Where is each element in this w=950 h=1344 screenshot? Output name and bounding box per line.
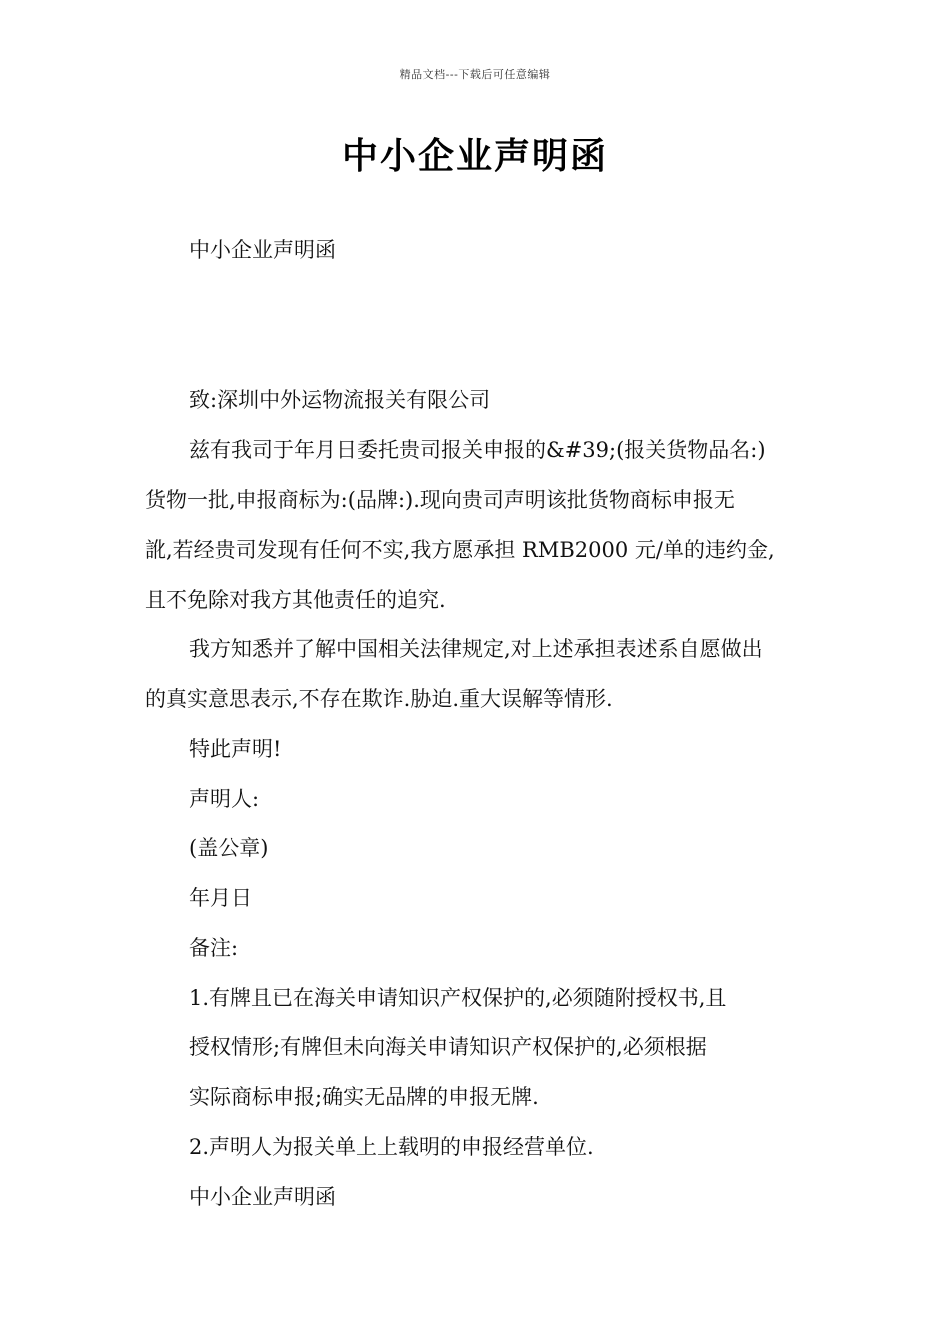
body-line: 货物一批,申报商标为:(品牌:).现向贵司声明该批货物商标申报无 <box>145 488 735 512</box>
header-note: 精品文档---下载后可任意编辑 <box>399 68 551 81</box>
body-line: 的真实意思表示,不存在欺诈.胁迫.重大误解等情形. <box>145 687 613 711</box>
body-line: 且不免除对我方其他责任的追究. <box>145 588 446 612</box>
declaration-line: 特此声明! <box>189 737 282 761</box>
remark-line: 1.有牌且已在海关申请知识产权保护的,必须随附授权书,且 <box>189 986 727 1010</box>
declarant-label: 声明人: <box>189 787 260 811</box>
remark-line: 2.声明人为报关单上上载明的申报经营单位. <box>189 1135 594 1159</box>
remark-line: 实际商标申报;确实无品牌的申报无牌. <box>189 1085 539 1109</box>
subtitle-line: 中小企业声明函 <box>189 238 336 262</box>
document-title: 中小企业声明函 <box>341 135 608 177</box>
body-line: 訛,若经贵司发现有任何不实,我方愿承担 RMB2000 元/单的违约金, <box>145 538 775 562</box>
body-line: 我方知悉并了解中国相关法律规定,对上述承担表述系自愿做出 <box>189 637 763 661</box>
body-line: 兹有我司于年月日委托贵司报关申报的&#39;(报关货物品名:) <box>189 438 766 462</box>
remarks-label: 备注: <box>189 936 239 960</box>
remark-line: 授权情形;有牌但未向海关申请知识产权保护的,必须根据 <box>189 1035 707 1059</box>
date-label: 年月日 <box>189 886 252 910</box>
seal-label: (盖公章) <box>189 836 269 860</box>
addressee-line: 致:深圳中外运物流报关有限公司 <box>189 388 491 412</box>
closing-title-line: 中小企业声明函 <box>189 1185 336 1209</box>
